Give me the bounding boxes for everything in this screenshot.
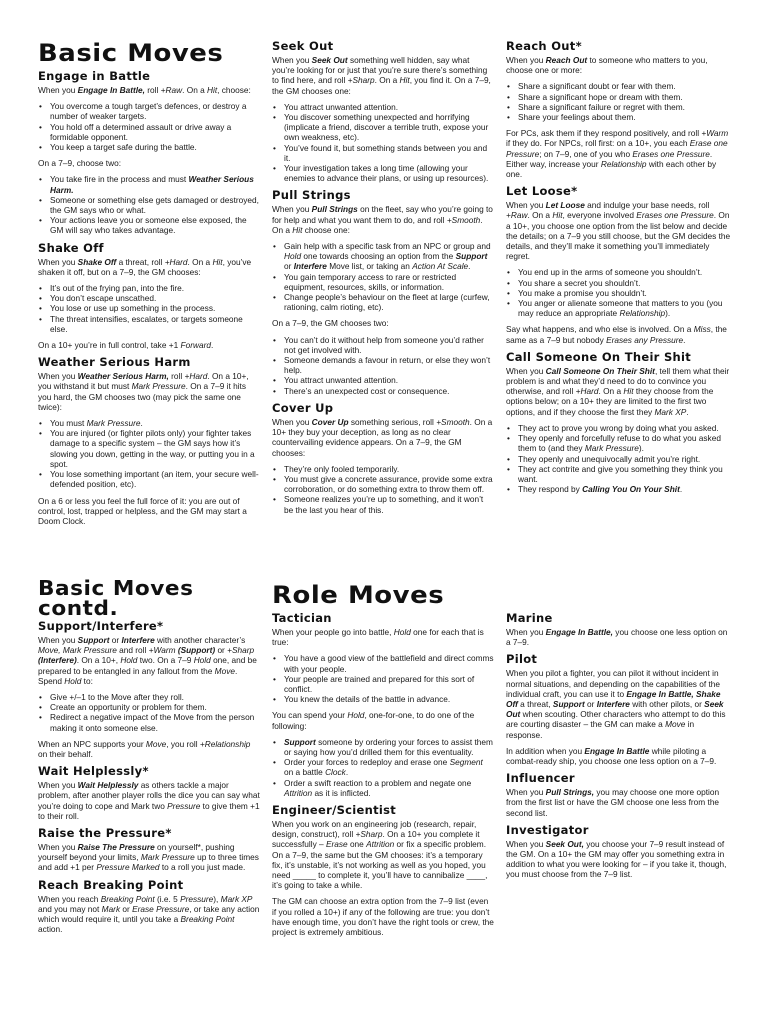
engage-mixed-intro: On a 7–9, choose two: [38, 158, 122, 169]
weather-outro: On a 6 or less you feel the full force of it: you are out of control, lost, trapped or helpless, and the GM may start a Doom Clock. [38, 495, 247, 526]
support-outro: When an NPC supports your Move, you roll +Relationship on their behalf. [38, 738, 251, 760]
list-item: • You must give a concrete assurance, provide some extra corroboration, or do something extra to throw them off. [282, 474, 494, 494]
column-1 [38, 40, 260, 532]
list-item: • You overcome a tough target’s defences, or destroy a number of weaker targets. [48, 101, 260, 121]
heading-raise-the-pressure: Raise the Pressure* [38, 826, 172, 841]
list-item: • Your people are trained and prepared for this sort of conflict. [282, 674, 494, 694]
shake-outro: On a 10+ you’re in full control, take +1 Forward. [38, 340, 214, 351]
list-item: • They openly and unequivocally admit you’re right. [516, 454, 732, 464]
tactician-spend: You can spend your Hold, one-for-one, to do one of the following: [272, 710, 475, 731]
heading-marine: Marine [506, 611, 553, 625]
pilot-intro: When you pilot a fighter, you can pilot it without incident in normal situations, and depending on the capabilities of the individual craft, you can use it to Engage In Battle, Shake Off a threat, Support or Interfere with other pilots, or Seek Out when scouting. Other characters who attempt to do this are courting disaster – the GM can make a Move in response. [506, 668, 726, 740]
loose-outro: Say what happens, and who else is involved. On a Miss, the same as a 7–9 but nobody Erases any Pressure. [506, 324, 727, 345]
list-item: • You’ve found it, but something stands between you and it. [282, 143, 494, 163]
list-item: • Order your forces to redeploy and erase one Segment on a battle Clock. [282, 757, 494, 777]
heading-influencer: Influencer [506, 771, 575, 786]
loose-list [506, 267, 732, 318]
list-item: • Change people’s behaviour on the fleet at large (curfew, rationing, calm rioting, etc). [282, 292, 494, 312]
pull-mixed-intro: On a 7–9, the GM chooses two: [272, 318, 389, 329]
list-item: • Support someone by ordering your forces to assist them or saying how you’d drilled them for this eventuality. [282, 737, 494, 757]
list-item: • Create an opportunity or problem for them. [48, 702, 260, 712]
role-moves-title: Role Moves [272, 581, 445, 609]
list-item: • They openly and forcefully refuse to do what you asked them to (and they Mark Pressure). [516, 433, 732, 453]
wait-intro: When you Wait Helplessly as others tackle a major problem, after another player rolls the dice you can say what you’re doing to cope and Mark two Pressure to give them +1 to their roll. [38, 780, 260, 821]
seek-list [272, 102, 494, 184]
engage-hit-list [38, 101, 260, 152]
weather-list [38, 418, 260, 489]
heading-engineer-scientist: Engineer/Scientist [272, 803, 397, 818]
page2-title: Basic Moves contd. [38, 576, 194, 620]
list-item: • You end up in the arms of someone you shouldn’t. [516, 267, 732, 277]
shake-list [38, 283, 260, 334]
reach-intro: When you Reach Out to someone who matters to you, choose one or more: [506, 55, 708, 76]
column-2 [272, 40, 494, 521]
list-item: • Give +/–1 to the Move after they roll. [48, 692, 260, 702]
list-item: • You don’t escape unscathed. [48, 293, 260, 303]
pull-mixed-list [272, 335, 494, 396]
column-6 [506, 612, 732, 886]
list-item: • They respond by Calling You On Your Shit. [516, 484, 732, 494]
call-intro: When you Call Someone On Their Shit, tell them what their problem is and what they’d need to do to convince you otherwise, and roll +Hard. On a Hit they choose from the options below; on a 10+ they are limited to the first two options, and if they choose the first they Mark XP. [506, 365, 730, 417]
column-4 [38, 578, 260, 940]
heading-cover-up: Cover Up [272, 400, 334, 415]
list-item: • You make a promise you shouldn’t. [516, 288, 732, 298]
page-title: Basic Moves [38, 39, 224, 67]
heading-pull-strings: Pull Strings [272, 188, 351, 203]
list-item: • You are injured (or fighter pilots only) your fighter takes damage to a specific system – the GM says how it’s slowing you down, getting in the way, or putting you in a spot. [48, 428, 260, 469]
tactician-list [272, 653, 494, 704]
column-5 [272, 582, 494, 943]
list-item: • You attract unwanted attention. [282, 375, 494, 385]
engineer-intro: When you work on an engineering job (research, repair, design, construct), roll +Sharp. On a 10+ you complete it successfully – Erase one Attrition or fix a specific problem. On a 7–9, the same but the GM chooses: it’s a temporary fix, it’s unstable, it’s not working as well as you hoped, you need _____ to complete it, you’ll have to cannibalize ____, it’s going to take a while. [272, 819, 488, 891]
heading-weather-serious-harm: Weather Serious Harm [38, 355, 191, 370]
list-item: • You keep a target safe during the battle. [48, 142, 260, 152]
tactician-intro: When your people go into battle, Hold one for each that is true: [272, 627, 484, 648]
heading-seek-out: Seek Out [272, 39, 334, 53]
call-list [506, 423, 732, 494]
list-item: • Order a swift reaction to a problem and negate one Attrition as it is inflicted. [282, 778, 494, 798]
pull-intro: When you Pull Strings on the fleet, say who you’re going to for help and what you want them to do, and roll +Smooth. On a Hit choose one: [272, 204, 493, 235]
loose-intro: When you Let Loose and indulge your base needs, roll +Raw. On a Hit, everyone involved Erases one Pressure. On a 10+, you choose one option from the list below and decide the details; on a 7–9 you still choose, but the GM decides the details, and they’ll make it something you’ll immediately regret. [506, 200, 731, 262]
list-item: • You share a secret you shouldn’t. [516, 278, 732, 288]
raise-intro: When you Raise The Pressure on yourself*, pushing yourself beyond your limits, Mark Pressure up to three times and add +1 per Pressure Marked to a roll you just made. [38, 842, 259, 873]
list-item: • You can’t do it without help from someone you’d rather not get involved with. [282, 335, 494, 355]
heading-support-interfere: Support/Interfere* [38, 619, 164, 633]
seek-intro: When you Seek Out something well hidden, say what you’re looking for or just that you’re sure there’s something to find here, and roll +Sharp. On a Hit, you find it. On a 7–9, the GM chooses one: [272, 55, 491, 96]
influencer-intro: When you Pull Strings, you may choose one more option from the first list or have the GM choose one less from the second list. [506, 787, 720, 818]
list-item: • You attract unwanted attention. [282, 102, 494, 112]
support-intro: When you Support or Interfere with another character’s Move, Mark Pressure and roll +Warm (Support) or +Sharp (Interfere). On a 10+, Hold two. On a 7–9 Hold one, and be prepared to be entangled in any fallout from the Move. Spend Hold to: [38, 635, 257, 686]
reach-list [506, 81, 732, 122]
list-item: • You gain temporary access to rare or restricted equipment, resources, skills, or information. [282, 272, 494, 292]
heading-let-loose: Let Loose* [506, 184, 578, 199]
list-item: • They act contrite and give you something they think you want. [516, 464, 732, 484]
cover-list [272, 464, 494, 515]
list-item: • Redirect a negative impact of the Move from the person making it onto someone else. [48, 712, 260, 732]
weather-intro: When you Weather Serious Harm, roll +Hard. On a 10+, you withstand it but must Mark Pressure. On a 7–9 it hits you hard, the GM chooses two (may pick the same one twice): [38, 371, 249, 412]
list-item: • Gain help with a specific task from an NPC or group and Hold one towards choosing an option from the Support or Interfere Move list, or taking an Action At Scale. [282, 241, 494, 272]
heading-investigator: Investigator [506, 822, 589, 837]
list-item: • Share a significant doubt or fear with them. [516, 81, 732, 91]
heading-pilot: Pilot [506, 652, 538, 667]
list-item: • You take fire in the process and must Weather Serious Harm. [48, 174, 260, 194]
list-item: • They act to prove you wrong by doing what you asked. [516, 423, 732, 433]
list-item: • You anger or alienate someone that matters to you (you may reduce an appropriate Relationship). [516, 298, 732, 318]
list-item: • Someone demands a favour in return, or else they won’t help. [282, 355, 494, 375]
list-item: • Share a significant failure or regret with them. [516, 102, 732, 112]
list-item: • Your actions leave you or someone else exposed, the GM will say who takes advantage. [48, 215, 260, 235]
pull-list [272, 241, 494, 312]
reach-outro: For PCs, ask them if they respond positively, and roll +Warm if they do. For NPCs, roll first: on a 10+, you each Erase one Pressure; on 7–9, one of you who Erases one Pressure. Either way, increase your Relationship with each other by one. [506, 128, 729, 180]
list-item: • You must Mark Pressure. [48, 418, 260, 428]
investigator-intro: When you Seek Out, you choose your 7–9 result instead of the GM. On a 10+ the GM may offer you something extra in addition to what you were looking for – if you take it, though, you must choose from the 7–9 list. [506, 838, 727, 880]
heading-call-someone: Call Someone On Their Shit [506, 349, 692, 364]
column-3 [506, 40, 732, 500]
heading-tactician: Tactician [272, 611, 332, 625]
heading-reach-out: Reach Out* [506, 39, 582, 53]
heading-reach-breaking-point: Reach Breaking Point [38, 877, 184, 892]
list-item: • The threat intensifies, escalates, or targets someone else. [48, 314, 260, 334]
list-item: • You hold off a determined assault or drive away a formidable opponent. [48, 122, 260, 142]
engage-mixed-list [38, 174, 260, 235]
list-item: • You discover something unexpected and horrifying (implicate a friend, discover a terrible truth, expose your own weakness, etc). [282, 112, 494, 143]
breaking-intro: When you reach Breaking Point (i.e. 5 Pressure), Mark XP and you may not Mark or Erase Pressure, or take any action which would require it, until you take a Breaking Point action. [38, 893, 260, 935]
marine-intro: When you Engage In Battle, you choose one less option on a 7–9. [506, 627, 728, 648]
list-item: • Share your feelings about them. [516, 112, 732, 122]
support-list [38, 692, 260, 733]
list-item: • You knew the details of the battle in advance. [282, 694, 494, 704]
list-item: • Your investigation takes a long time (allowing your enemies to advance their plans, or using up resources). [282, 163, 494, 183]
shake-intro: When you Shake Off a threat, roll +Hard. On a Hit, you’ve shaken it off, but on a 7–9, the GM chooses: [38, 256, 252, 277]
heading-wait-helplessly: Wait Helplessly* [38, 764, 149, 779]
cover-intro: When you Cover Up something serious, roll +Smooth. On a 10+ they buy your deception, as long as no clear countervailing evidence appears. On a 7–9, the GM chooses: [272, 416, 493, 458]
list-item: • Share a significant hope or dream with them. [516, 92, 732, 102]
list-item: • You have a good view of the battlefield and direct comms with your people. [282, 653, 494, 673]
tactician-spend-list [272, 737, 494, 798]
list-item: • You lose or use up something in the process. [48, 303, 260, 313]
list-item: • Someone or something else gets damaged or destroyed, the GM says who or what. [48, 195, 260, 215]
list-item: • There’s an unexpected cost or consequence. [282, 386, 494, 396]
list-item: • They’re only fooled temporarily. [282, 464, 494, 474]
list-item: • Someone realizes you’re up to something, and it won’t be the last you hear of this. [282, 494, 494, 514]
heading-shake-off: Shake Off [38, 240, 104, 255]
engage-intro: When you Engage In Battle, roll +Raw. On a Hit, choose: [38, 85, 251, 95]
list-item: • You lose something important (an item, your secure well-defended position, etc). [48, 469, 260, 489]
pilot-outro: In addition when you Engage In Battle while piloting a combat-ready ship, you choose one less option on a 7–9. [506, 745, 717, 767]
engineer-outro: The GM can choose an extra option from the 7–9 list (even if you rolled a 10+) if any of the following are true: you don’t have enough time, you don’t have the right tools or crew, the project is extremely ambitious. [272, 896, 494, 938]
list-item: • It’s out of the frying pan, into the fire. [48, 283, 260, 293]
heading-engage-in-battle: Engage in Battle [38, 69, 151, 83]
